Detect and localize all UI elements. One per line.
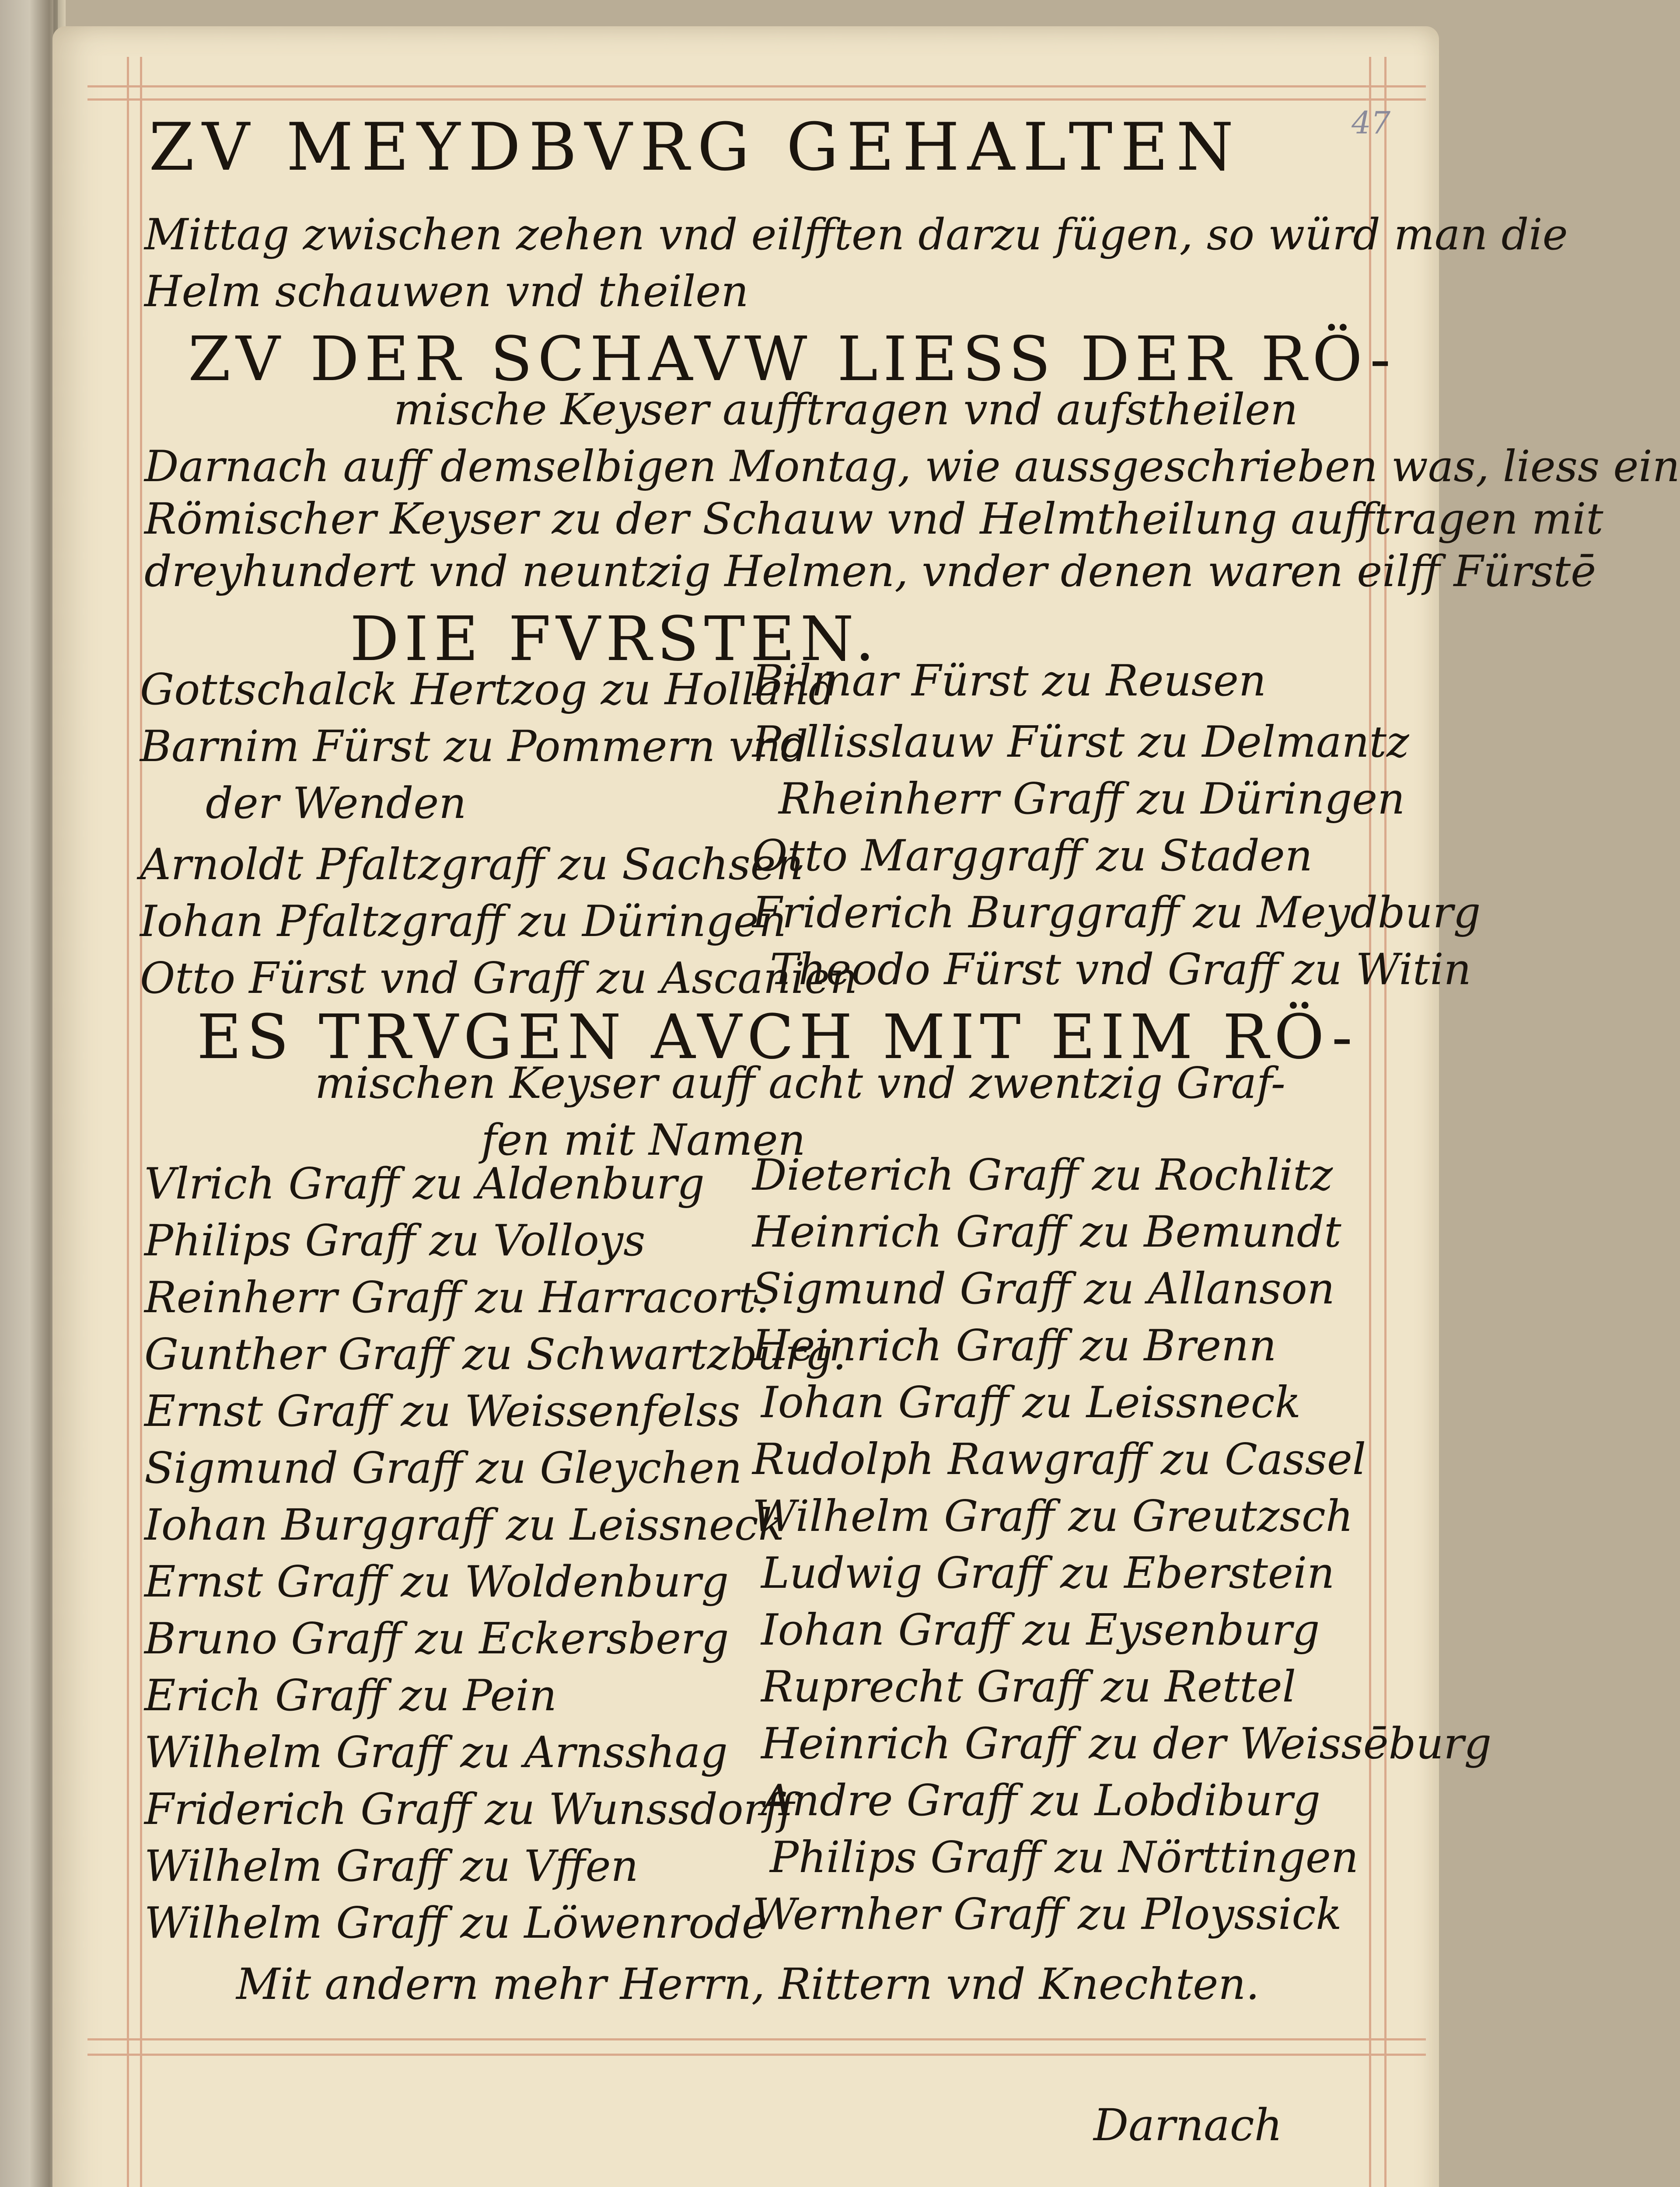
count-right-2: Heinrich Graff zu Bemundt xyxy=(752,1207,1341,1257)
prince-left-4: Arnoldt Pfaltzgraff zu Sachsen xyxy=(140,840,803,890)
rule-line-left-inner xyxy=(140,57,142,2187)
count-left-11: Wilhelm Graff zu Arnsshag xyxy=(144,1728,728,1778)
count-right-9: Iohan Graff zu Eysenburg xyxy=(761,1605,1320,1655)
rule-line-top-outer xyxy=(87,85,1426,87)
subheading-counts-caps: ES TRVGEN AVCH MIT EIM RÖ- xyxy=(197,1002,1358,1073)
prince-right-1: Bilmar Fürst zu Reusen xyxy=(752,656,1267,706)
count-left-14: Wilhelm Graff zu Löwenrode xyxy=(144,1898,767,1948)
prince-left-6: Otto Fürst vnd Graff zu Ascanien xyxy=(140,954,858,1003)
subheading-counts-line-3: fen mit Namen xyxy=(481,1115,806,1165)
count-right-11: Heinrich Graff zu der Weissēburg xyxy=(761,1719,1492,1769)
prince-right-5: Friderich Burggraff zu Meydburg xyxy=(752,888,1481,938)
paragraph-2-line-2: Römischer Keyser zu der Schauw vnd Helmtheilung aufftragen mit xyxy=(144,494,1603,544)
count-right-12: Andre Graff zu Lobdiburg xyxy=(761,1776,1320,1826)
count-right-13: Philips Graff zu Nörttingen xyxy=(770,1833,1359,1883)
prince-left-1: Gottschalck Hertzog zu Holland xyxy=(140,665,836,715)
count-left-7: Iohan Burggraff zu Leissneck xyxy=(144,1500,785,1550)
prince-right-6: Theodo Fürst vnd Graff zu Witin xyxy=(770,945,1471,995)
count-left-1: Vlrich Graff zu Aldenburg xyxy=(144,1159,705,1209)
count-left-3: Reinherr Graff zu Harracort. xyxy=(144,1273,770,1323)
count-left-13: Wilhelm Graff zu Vffen xyxy=(144,1841,639,1891)
count-left-8: Ernst Graff zu Woldenburg xyxy=(144,1557,729,1607)
count-right-14: Wernher Graff zu Ployssick xyxy=(752,1890,1342,1939)
prince-left-5: Iohan Pfaltzgraff zu Düringen xyxy=(140,897,786,947)
page-heading: ZV MEYDBVRG GEHALTEN xyxy=(149,109,1242,185)
folio-number: 47 xyxy=(1352,105,1391,141)
count-right-5: Iohan Graff zu Leissneck xyxy=(761,1378,1301,1428)
rule-line-top-inner xyxy=(87,98,1426,101)
prince-right-4: Otto Marggraff zu Staden xyxy=(752,831,1313,881)
subheading-1-rest: mische Keyser aufftragen vnd aufstheilen xyxy=(394,385,1298,435)
rule-line-bottom-inner xyxy=(87,2038,1426,2040)
subheading-counts-line-2: mischen Keyser auff acht vnd zwentzig Graf- xyxy=(315,1059,1285,1108)
count-left-2: Philips Graff zu Volloys xyxy=(144,1216,646,1266)
count-left-4: Gunther Graff zu Schwartzburg. xyxy=(144,1330,846,1380)
count-left-5: Ernst Graff zu Weissenfelss xyxy=(144,1387,740,1436)
prince-right-3: Rheinherr Graff zu Düringen xyxy=(779,774,1405,824)
prince-right-2: Pollisslauw Fürst zu Delmantz xyxy=(752,717,1409,767)
paragraph-1-line-2: Helm schauwen vnd theilen xyxy=(144,267,749,317)
count-right-7: Wilhelm Graff zu Greutzsch xyxy=(752,1492,1353,1541)
count-right-1: Dieterich Graff zu Rochlitz xyxy=(752,1150,1333,1200)
prince-left-2: Barnim Fürst zu Pommern vnd xyxy=(140,722,808,772)
paragraph-1-line-1: Mittag zwischen zehen vnd eilfften darzu fügen, so würd man die xyxy=(144,210,1568,260)
rule-line-bottom-outer xyxy=(87,2054,1426,2056)
closing-line: Mit andern mehr Herrn, Rittern vnd Knechten. xyxy=(236,1960,1260,2009)
subheading-1-caps: ZV DER SCHAVW LIESS DER RÖ- xyxy=(188,324,1396,395)
count-right-8: Ludwig Graff zu Eberstein xyxy=(761,1548,1335,1598)
count-left-12: Friderich Graff zu Wunssdorff xyxy=(144,1785,794,1834)
count-right-6: Rudolph Rawgraff zu Cassel xyxy=(752,1435,1366,1485)
paragraph-2-line-3: dreyhundert vnd neuntzig Helmen, vnder denen waren eilff Fürstē xyxy=(144,547,1596,597)
paragraph-2-line-1: Darnach auff demselbigen Montag, wie aussgeschrieben was, liess ein xyxy=(144,442,1680,492)
count-right-3: Sigmund Graff zu Allanson xyxy=(752,1264,1335,1314)
subheading-princes: DIE FVRSTEN. xyxy=(350,604,880,675)
count-left-9: Bruno Graff zu Eckersberg xyxy=(144,1614,729,1664)
count-left-6: Sigmund Graff zu Gleychen xyxy=(144,1443,742,1493)
rule-line-left-outer xyxy=(127,57,129,2187)
count-left-10: Erich Graff zu Pein xyxy=(144,1671,557,1721)
count-right-10: Ruprecht Graff zu Rettel xyxy=(761,1662,1296,1712)
catchword: Darnach xyxy=(1093,2100,1283,2151)
count-right-4: Heinrich Graff zu Brenn xyxy=(752,1321,1277,1371)
prince-left-3: der Wenden xyxy=(206,779,467,828)
